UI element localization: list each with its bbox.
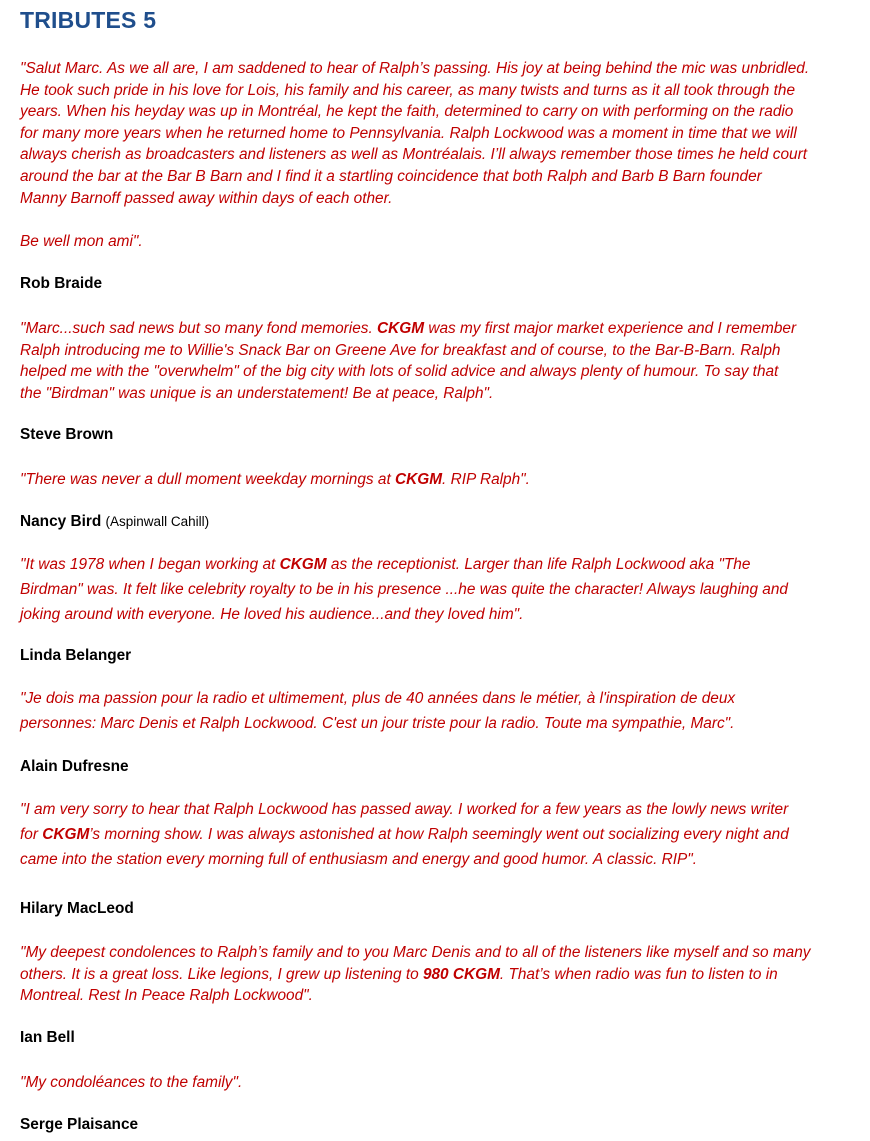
quote-line: years. When his heyday was up in Montréal, he kept the faith, determined to carry on with performing on the radio <box>20 103 794 121</box>
quote-line: joking around with everyone. He loved his audience...and they loved him". <box>20 606 524 623</box>
tribute-quote <box>20 318 858 404</box>
quote-text: . RIP Ralph". <box>442 471 530 488</box>
quote-line <box>20 964 858 986</box>
quote-line: He took such pride in his love for Lois, his family and his career, as many twists and turns as it all took through the <box>20 81 796 99</box>
tribute-quote <box>20 469 858 491</box>
quote-line: Montreal. Rest In Peace Ralph Lockwood". <box>20 987 313 1005</box>
quote-line: "I am very sorry to hear that Ralph Lockwood has passed away. I worked for a few years as the lowly news writer <box>20 801 789 818</box>
quote-line: helped me with the "overwhelm" of the big city with lots of solid advice and always plenty of humour. To say that <box>20 363 779 381</box>
author-name: Nancy Bird <box>20 513 102 530</box>
quote-text: ’s morning show. I was always astonished at how Ralph seemingly went out socializing every night and <box>89 826 789 843</box>
station-name: CKGM <box>42 826 90 843</box>
quote-text: "It was 1978 when I began working at <box>20 556 280 573</box>
tribute-quote <box>20 58 858 209</box>
quote-text: "Marc...such sad news but so many fond memories. <box>20 320 378 337</box>
quote-line: personnes: Marc Denis et Ralph Lockwood. C'est un jour triste pour la radio. Toute ma sympathie, Marc". <box>20 715 735 732</box>
quote-line <box>20 552 858 577</box>
quote-line: Manny Barnoff passed away within days of each other. <box>20 189 393 207</box>
tribute-quote <box>20 552 858 627</box>
quote-line: around the bar at the Bar B Barn and I find it a startling coincidence that both Ralph and Barb B Barn founder <box>20 167 762 185</box>
quote-closing: Be well mon ami". <box>20 233 143 250</box>
quote-line: the "Birdman" was unique is an understatement! Be at peace, Ralph". <box>20 384 494 402</box>
station-name: CKGM <box>279 556 327 573</box>
station-name: 980 CKGM <box>422 965 500 983</box>
tribute-quote: "My condoléances to the family". <box>20 1074 243 1091</box>
quote-line <box>20 822 858 847</box>
author-note: (Aspinwall Cahill) <box>105 514 210 529</box>
quote-line: for many more years when he returned home to Pennsylvania. Ralph Lockwood was a moment in time that we will <box>20 124 797 142</box>
quote-text: for <box>20 826 43 843</box>
page-title: TRIBUTES 5 <box>20 7 157 33</box>
tribute-author <box>20 513 209 531</box>
station-name: CKGM <box>395 471 443 488</box>
quote-text: as the receptionist. Larger than life Ralph Lockwood aka "The <box>326 556 751 573</box>
quote-text: . That’s when radio was fun to listen to in <box>499 965 778 983</box>
tribute-author: Hilary MacLeod <box>20 900 134 917</box>
tribute-author: Rob Braide <box>20 275 103 292</box>
quote-text: others. It is a great loss. Like legions, I grew up listening to <box>20 965 423 983</box>
quote-line: "My deepest condolences to Ralph’s family and to you Marc Denis and to all of the listeners like myself and so many <box>20 944 811 961</box>
station-name: CKGM <box>377 320 425 337</box>
quote-line: "Je dois ma passion pour la radio et ultimement, plus de 40 années dans le métier, à l'inspiration de deux <box>20 690 736 707</box>
tribute-author: Serge Plaisance <box>20 1116 139 1133</box>
quote-line <box>20 318 858 340</box>
quote-line: Birdman" was. It felt like celebrity royalty to be in his presence ...he was quite the character! Always laughing and <box>20 581 788 598</box>
tribute-author: Linda Belanger <box>20 647 132 664</box>
tribute-quote <box>20 686 858 736</box>
tribute-quote <box>20 797 858 872</box>
tribute-quote <box>20 942 858 1007</box>
quote-line: came into the station every morning full of enthusiasm and energy and good humor. A classic. RIP". <box>20 851 698 868</box>
quote-line: "Salut Marc. As we all are, I am saddened to hear of Ralph’s passing. His joy at being behind the mic was unbridled. <box>20 60 810 77</box>
quote-text: "There was never a dull moment weekday mornings at <box>20 471 396 488</box>
tribute-author: Alain Dufresne <box>20 758 129 775</box>
quote-line: always cherish as broadcasters and listeners as well as Montréalais. I’ll always remember those times he held court <box>20 146 807 164</box>
quote-line: Ralph introducing me to Willie's Snack Bar on Greene Ave for breakfast and of course, to the Bar-B-Barn. Ralph <box>20 341 781 359</box>
tribute-author: Steve Brown <box>20 426 114 443</box>
quote-line <box>20 469 858 491</box>
tribute-author: Ian Bell <box>20 1029 75 1046</box>
quote-text: was my first major market experience and I remember <box>424 320 797 337</box>
